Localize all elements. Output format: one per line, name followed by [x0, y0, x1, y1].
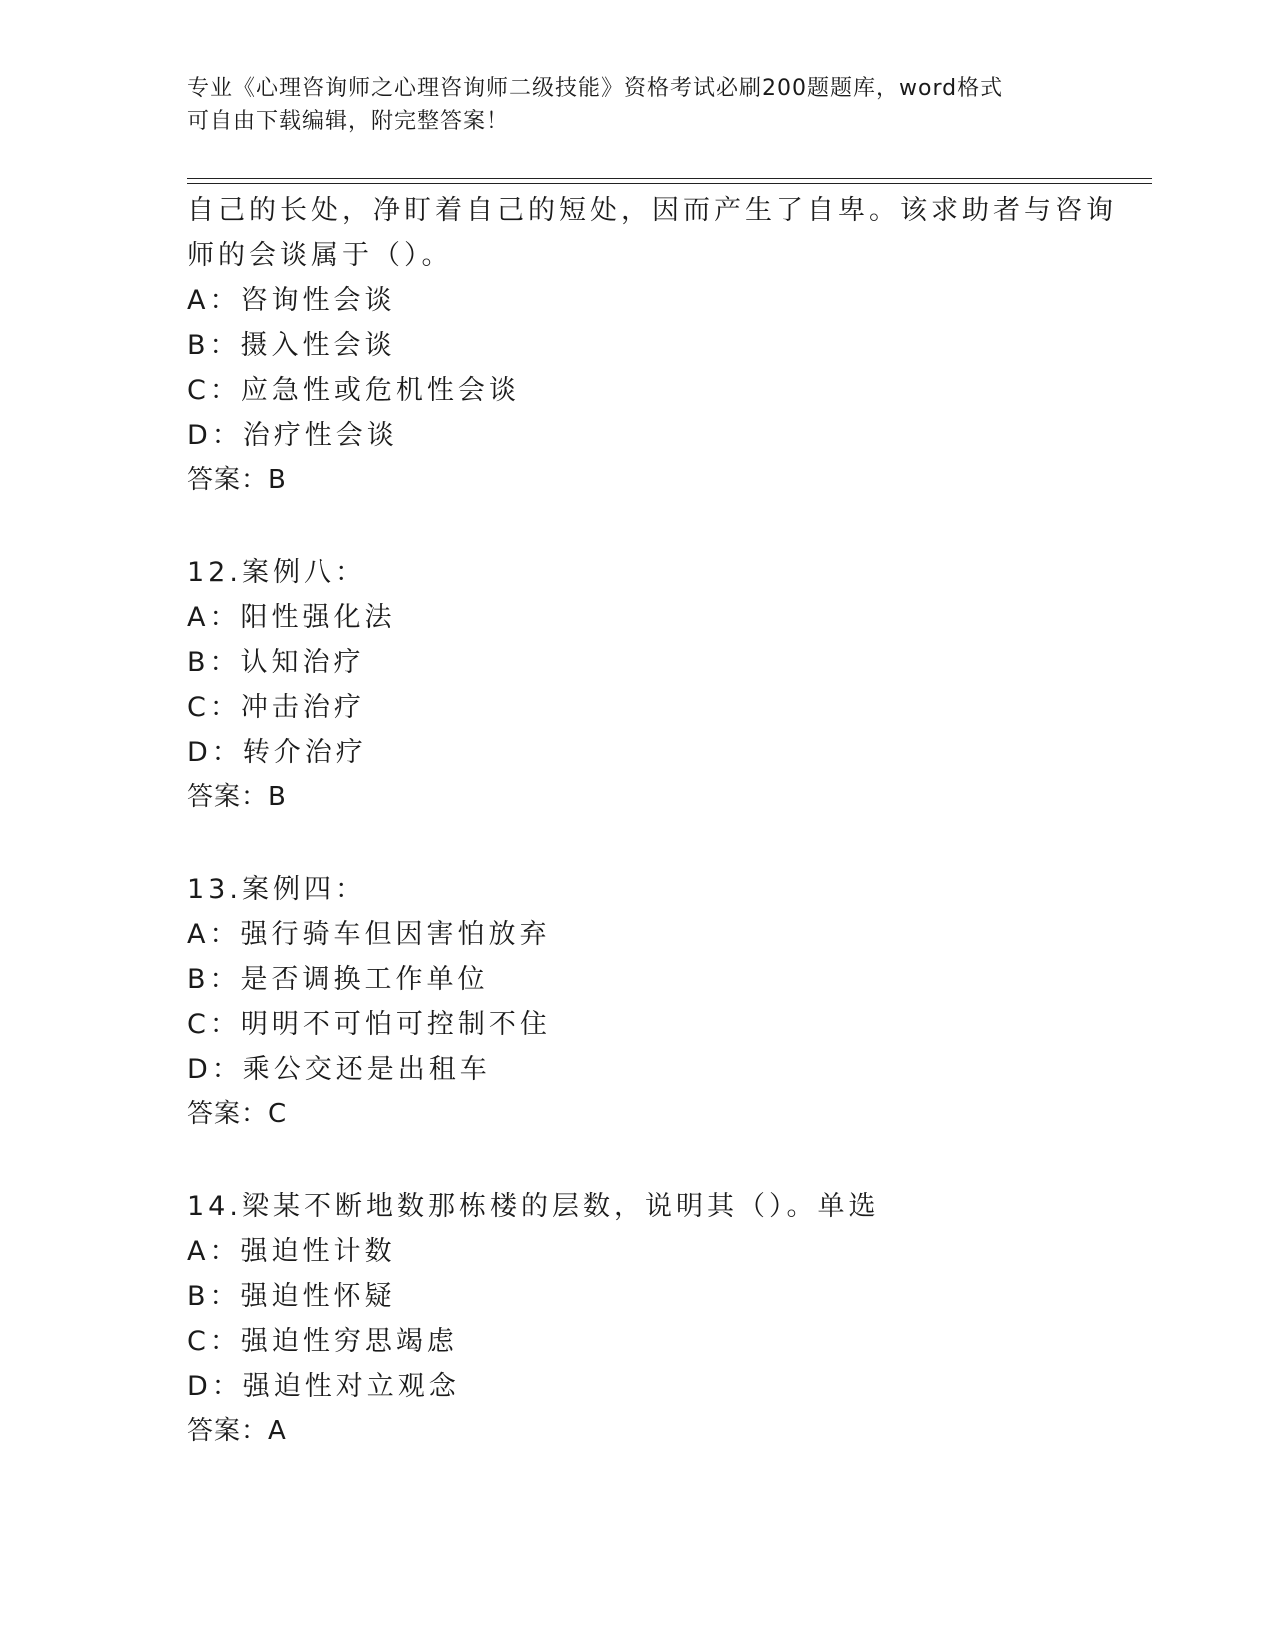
question-block	[187, 867, 1087, 1137]
option-c: C：冲击治疗	[187, 692, 365, 723]
question-stem: 自己的长处，净盯着自己的短处，因而产生了自卑。该求助者与咨询	[187, 195, 1117, 226]
option-b: B：摄入性会谈	[187, 330, 396, 361]
option-c: C：强迫性穷思竭虑	[187, 1326, 458, 1357]
option-d: D：乘公交还是出租车	[187, 1054, 491, 1085]
answer-line: 答案：B	[187, 465, 287, 495]
header-divider-bottom	[187, 183, 1152, 184]
question-block	[187, 1184, 1087, 1454]
question-stem: 14.梁某不断地数那栋楼的层数，说明其（）。单选	[187, 1191, 880, 1222]
header-line-2: 可自由下载编辑，附完整答案！	[187, 109, 510, 134]
option-d: D：治疗性会谈	[187, 420, 398, 451]
option-c: C：应急性或危机性会谈	[187, 375, 520, 406]
option-b: B：是否调换工作单位	[187, 964, 489, 995]
question-stem: 师的会谈属于（）。	[187, 240, 453, 271]
option-d: D：强迫性对立观念	[187, 1371, 460, 1402]
question-stem: 13.案例四：	[187, 874, 366, 905]
option-a: A：强行骑车但因害怕放弃	[187, 919, 551, 950]
option-c: C：明明不可怕可控制不住	[187, 1009, 551, 1040]
answer-line: 答案：A	[187, 1416, 287, 1446]
header-line-1: 专业《心理咨询师之心理咨询师二级技能》资格考试必刷200题题库，word格式	[187, 76, 1004, 101]
answer-line: 答案：C	[187, 1099, 288, 1129]
question-block	[187, 188, 1117, 503]
option-a: A：强迫性计数	[187, 1236, 396, 1267]
question-list	[187, 188, 1117, 1454]
option-d: D：转介治疗	[187, 737, 367, 768]
header-divider-top	[187, 178, 1152, 179]
option-a: A：咨询性会谈	[187, 285, 396, 316]
question-stem: 12.案例八：	[187, 557, 366, 588]
option-b: B：认知治疗	[187, 647, 365, 678]
option-a: A：阳性强化法	[187, 602, 396, 633]
question-block	[187, 550, 1087, 820]
option-b: B：强迫性怀疑	[187, 1281, 396, 1312]
document-header	[187, 72, 1067, 138]
answer-line: 答案：B	[187, 782, 287, 812]
